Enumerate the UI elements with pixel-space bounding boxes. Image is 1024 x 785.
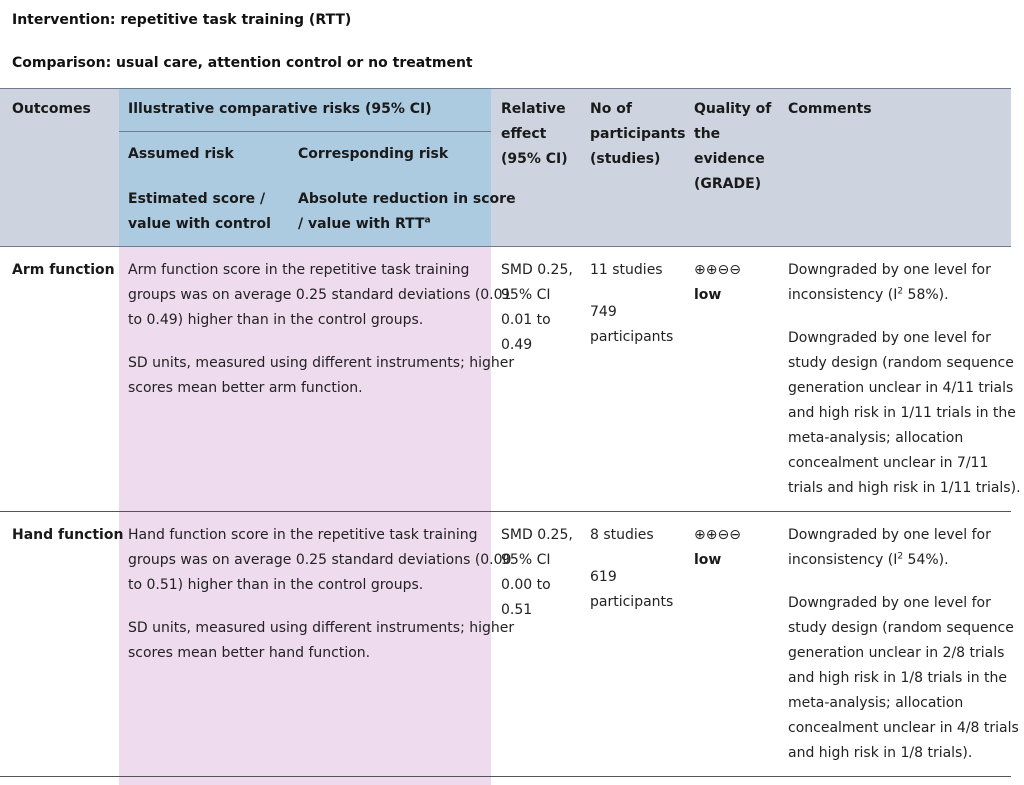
quality-symbols-icon: ⊕⊕⊖⊖	[694, 262, 741, 278]
header-quality: Quality of the evidence (GRADE)	[694, 101, 772, 192]
row-participants-count: 749 participants	[590, 304, 674, 345]
row-risk-description: Arm function score in the repetitive task training groups was on average 0.25 standard deviations (0.01 to 0.49) higher than in the control groups.	[128, 262, 512, 328]
comparison-heading: Comparison: usual care, attention control or no treatment	[12, 55, 473, 71]
header-relative-effect: Relative effect (95% CI)	[501, 101, 568, 167]
intervention-heading: Intervention: repetitive task training (RTT)	[12, 12, 352, 28]
header-top-rule	[0, 88, 1011, 89]
quality-symbols-icon: ⊕⊕⊖⊖	[694, 527, 741, 543]
row-studies-count: 8 studies	[590, 527, 654, 543]
row-comment-inconsistency: Downgraded by one level for inconsistency ($I^2$ 54%).	[788, 527, 991, 568]
row-quality-label: low	[694, 287, 722, 303]
row-relative-effect: SMD 0.25, 95% CI 0.00 to 0.51	[501, 527, 573, 618]
row-outcome: Hand function	[12, 527, 124, 543]
row-comment-study-design: Downgraded by one level for study design (random sequence generation unclear in 4/11 trials and high risk in 1/11 trials in the meta-analysis; allocation concealment unclear in 7/11 trials and high risk in 1/11 trials).	[788, 330, 1021, 496]
row-quality-label: low	[694, 552, 722, 568]
row-outcome: Arm function	[12, 262, 115, 278]
header-participants: No of participants (studies)	[590, 101, 686, 167]
row-studies-count: 11 studies	[590, 262, 663, 278]
row-participants-count: 619 participants	[590, 569, 674, 610]
row-comment-inconsistency: Downgraded by one level for inconsistency ($I^2$ 58%).	[788, 262, 991, 303]
risk-cell-bg-row3	[119, 777, 491, 785]
header-comments: Comments	[788, 101, 872, 117]
row-risk-note: SD units, measured using different instruments; higher scores mean better hand function.	[128, 620, 515, 661]
row-divider-2	[0, 776, 1011, 777]
header-estimated-score: Estimated score / value with control	[128, 191, 271, 232]
header-absolute-reduction: Absolute reduction in score / value with RTT$^a$	[298, 191, 516, 232]
row-comment-study-design: Downgraded by one level for study design (random sequence generation unclear in 2/8 trials and high risk in 1/8 trials in the meta-analysis; allocation concealment unclear in 4/8 trials and high risk in 1/8 trials).	[788, 595, 1019, 761]
row-risk-note: SD units, measured using different instruments; higher scores mean better arm function.	[128, 355, 515, 396]
row-risk-description: Hand function score in the repetitive task training groups was on average 0.25 standard deviations (0.00 to 0.51) higher than in the control groups.	[128, 527, 512, 593]
header-assumed-risk: Assumed risk	[128, 146, 234, 162]
header-bottom-rule	[0, 246, 1011, 247]
header-illustrative: Illustrative comparative risks (95% CI)	[128, 101, 432, 117]
header-sub-rule	[119, 131, 491, 132]
header-outcomes: Outcomes	[12, 101, 91, 117]
row-divider-1	[0, 511, 1011, 512]
header-corresponding-risk: Corresponding risk	[298, 146, 449, 162]
row-relative-effect: SMD 0.25, 95% CI 0.01 to 0.49	[501, 262, 573, 353]
